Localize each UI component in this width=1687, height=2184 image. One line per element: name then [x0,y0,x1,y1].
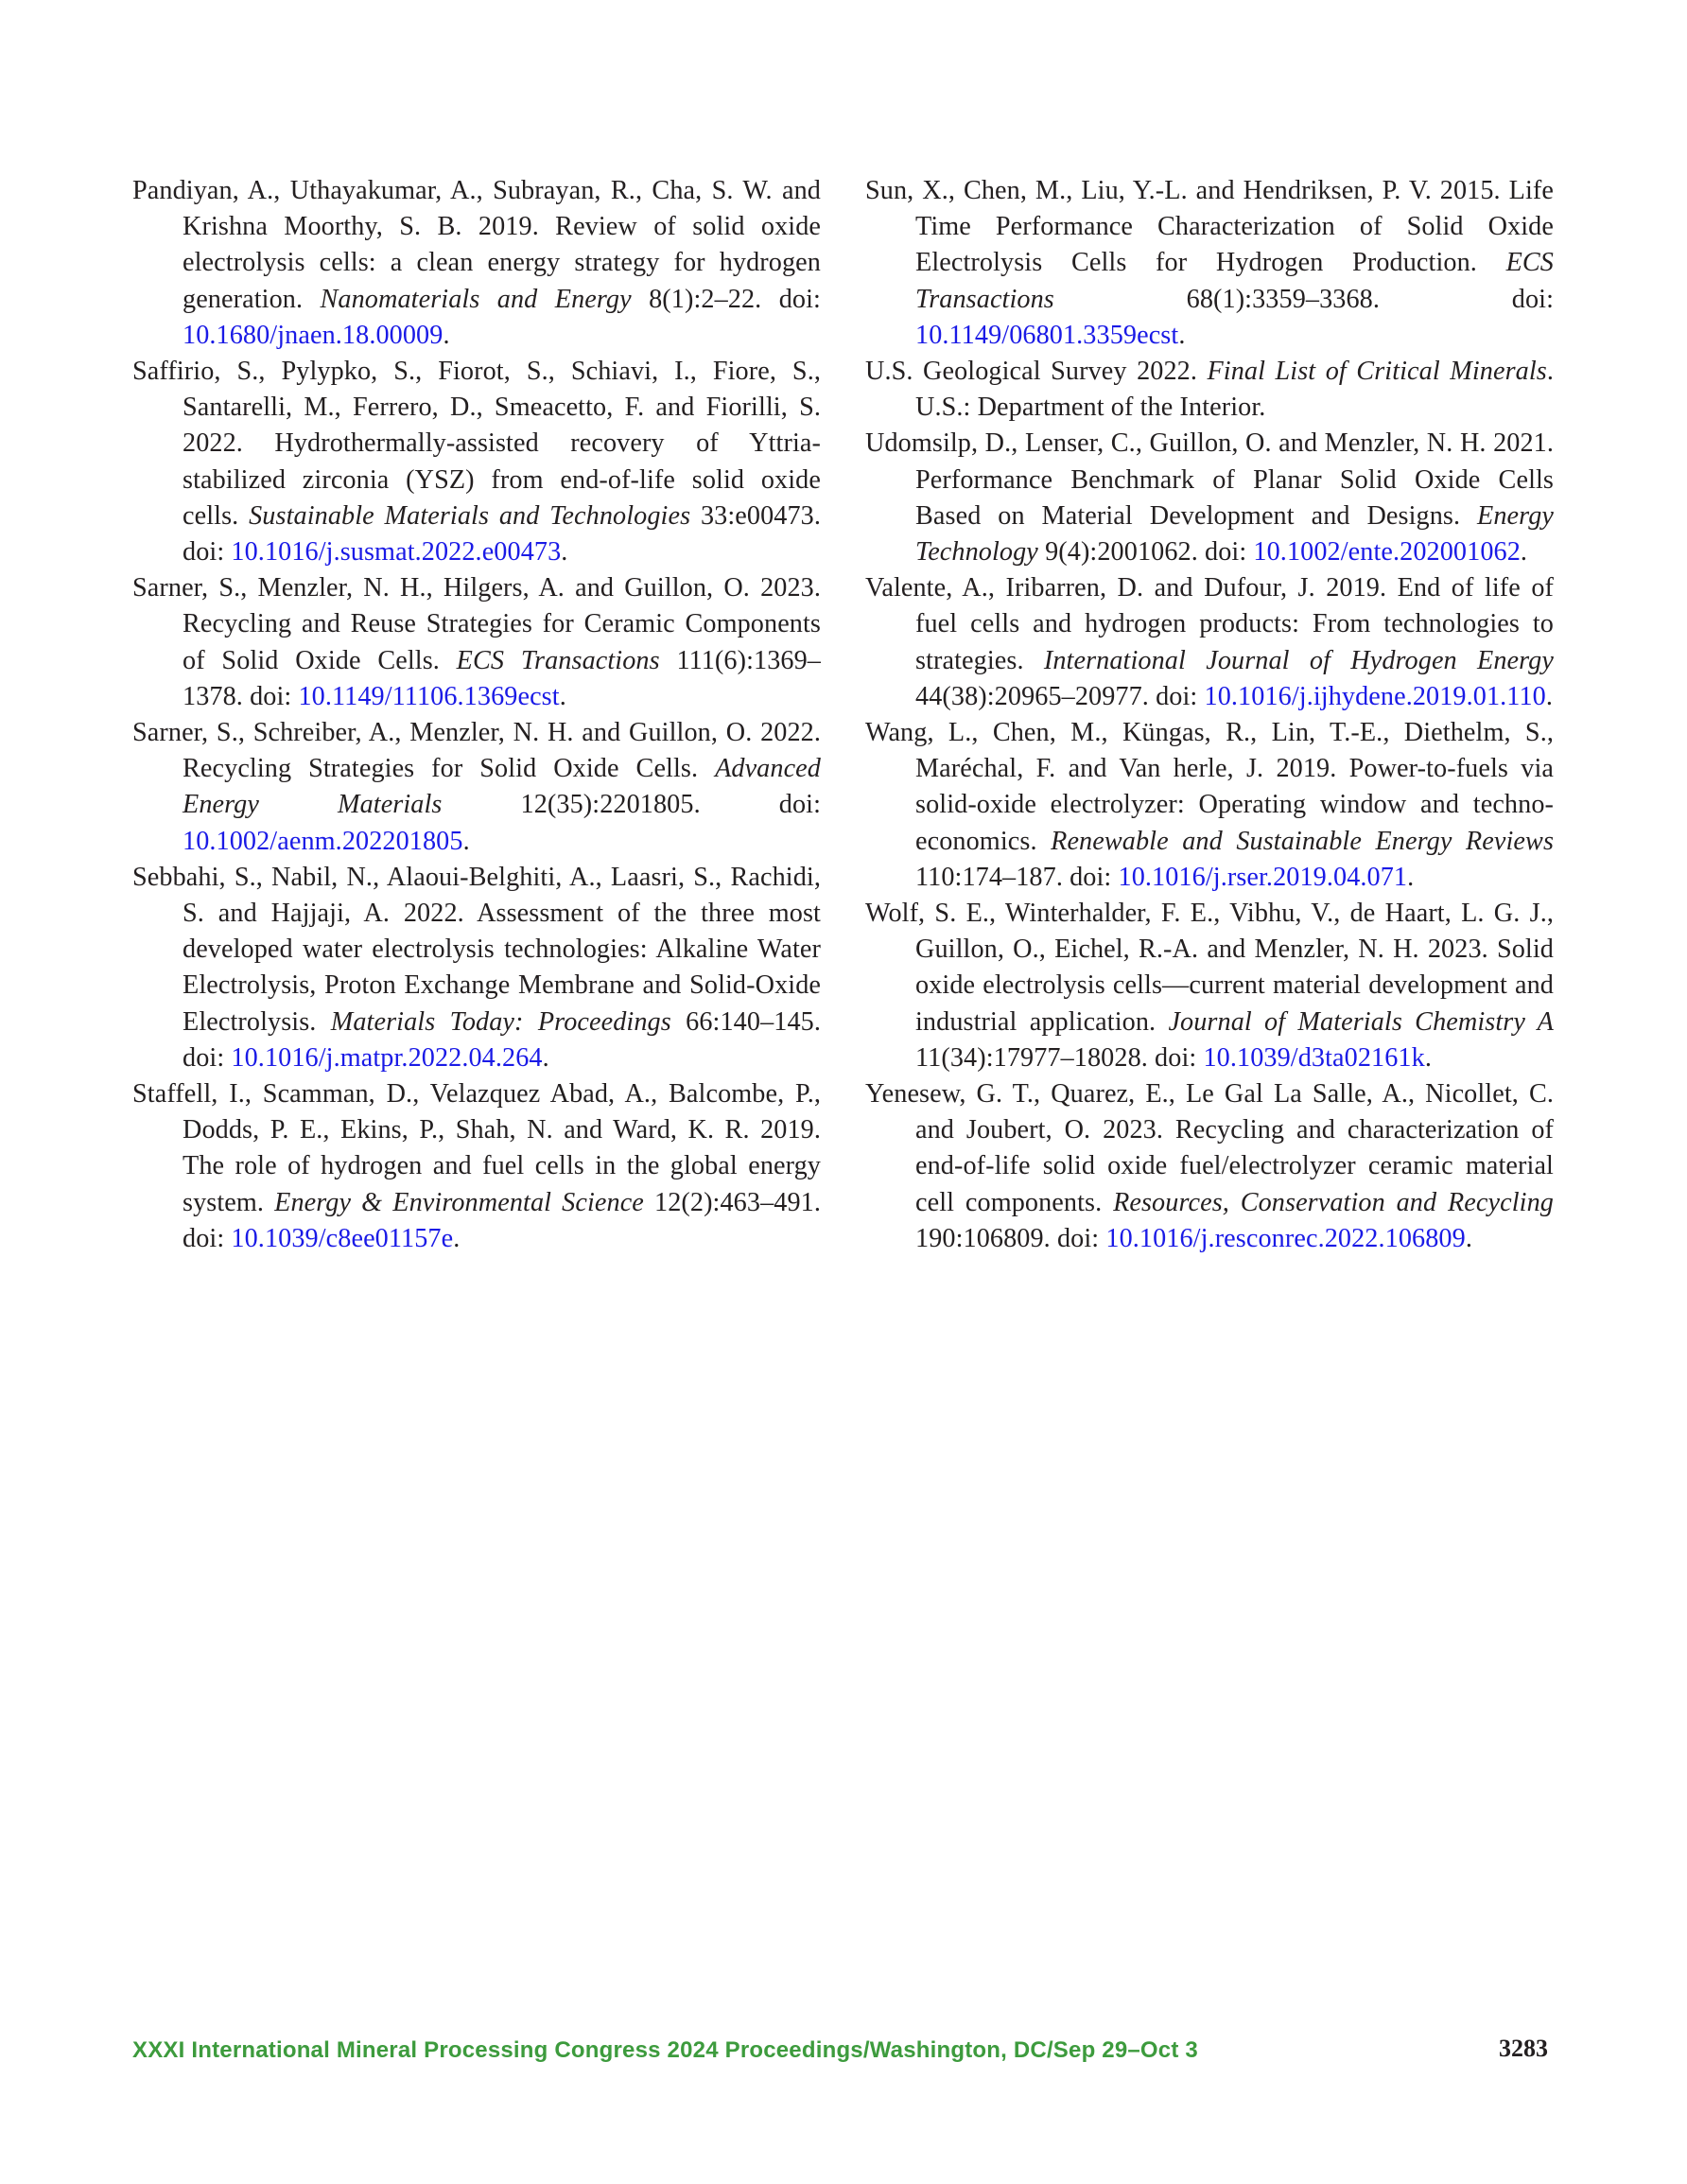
reference-entry [132,1076,821,1257]
reference-end-punctuation: . [561,537,568,568]
reference-volume-pages: 33:e00473. doi: [183,500,821,568]
reference-authors-title: Sebbahi, S., Nabil, N., Alaoui-Belghiti, A., Laasri, S., Rachidi, S. and Hajjaji, A. 2022. Assessment of the three most developed water electrolysis technologies: Alkaline Water Electrolysis, Proton Exchange Membrane and Solid-Oxide Electrolysis. [132,862,821,1037]
reference-volume-pages: 68(1):3359–3368. doi: [1053,284,1554,314]
reference-end-punctuation: . [559,681,566,711]
doi-link[interactable]: 10.1002/ente.202001062 [1253,537,1521,568]
doi-link[interactable]: 10.1016/j.susmat.2022.e00473 [231,537,562,568]
doi-link[interactable]: 10.1002/aenm.202201805 [183,826,463,856]
reference-volume-pages: 9(4):2001062. doi: [1037,537,1254,568]
reference-journal: Nanomaterials and Energy [320,284,632,314]
reference-authors-title: Yenesew, G. T., Quarez, E., Le Gal La Salle, A., Nicollet, C. and Joubert, O. 2023. Recycling and characterization of end-of-life solid oxide fuel/electrolyzer ceramic material cell components. [865,1079,1554,1217]
page-number: 3283 [1499,2035,1548,2062]
reference-journal: Sustainable Materials and Technologies [249,500,691,531]
reference-end-punctuation: . [1465,1223,1472,1253]
reference-end-punctuation: . [542,1042,549,1073]
reference-volume-pages: . U.S.: Department of the Interior. [915,357,1555,423]
reference-entry [865,426,1554,570]
reference-end-punctuation: . [443,320,450,350]
reference-entry [132,354,821,570]
reference-end-punctuation: . [453,1223,461,1253]
doi-link[interactable]: 10.1680/jnaen.18.00009 [183,320,443,350]
reference-authors-title: U.S. Geological Survey 2022. [865,357,1208,387]
doi-link[interactable]: 10.1016/j.matpr.2022.04.264 [231,1042,543,1073]
reference-volume-pages: 66:140–145. doi: [183,1006,821,1073]
reference-entry [132,860,821,1076]
reference-journal: International Journal of Hydrogen Energy [1043,645,1554,675]
reference-volume-pages: 110:174–187. doi: [915,862,1119,892]
reference-volume-pages: 8(1):2–22. doi: [631,284,821,314]
reference-journal: Renewable and Sustainable Energy Reviews [1051,826,1555,856]
references-column-right [865,173,1554,1257]
reference-journal: Energy & Environmental Science [274,1187,644,1217]
reference-volume-pages: 44(38):20965–20977. doi: [915,681,1205,711]
reference-journal: Journal of Materials Chemistry A [1168,1006,1554,1037]
reference-journal: Advanced Energy Materials [183,754,821,820]
reference-authors-title: Sarner, S., Schreiber, A., Menzler, N. H. and Guillon, O. 2022. Recycling Strategies for Solid Oxide Cells. [132,718,821,784]
doi-link[interactable]: 10.1016/j.rser.2019.04.071 [1118,862,1408,892]
reference-entry [132,715,821,860]
reference-authors-title: Valente, A., Iribarren, D. and Dufour, J. 2019. End of life of fuel cells and hydrogen products: From technologies to strategies. [865,573,1554,675]
reference-journal: ECS Transactions [915,248,1554,314]
reference-authors-title: Staffell, I., Scamman, D., Velazquez Abad, A., Balcombe, P., Dodds, P. E., Ekins, P., Shah, N. and Ward, K. R. 2019. The role of hydrogen and fuel cells in the global energy system. [132,1079,821,1217]
proceedings-footer: XXXI International Mineral Processing Congress 2024 Proceedings/Washington, DC/Sep 29–Oct 3 [132,2037,1198,2063]
reference-authors-title: Sun, X., Chen, M., Liu, Y.-L. and Hendriksen, P. V. 2015. Life Time Performance Characterization of Solid Oxide Electrolysis Cells for Hydrogen Production. [865,176,1554,278]
reference-journal: ECS Transactions [456,645,660,675]
reference-volume-pages: 11(34):17977–18028. doi: [915,1042,1204,1073]
reference-volume-pages: 12(2):463–491. doi: [183,1187,821,1253]
reference-entry [865,570,1554,715]
reference-journal: Materials Today: Proceedings [330,1006,671,1037]
reference-authors-title: Saffirio, S., Pylypko, S., Fiorot, S., Schiavi, I., Fiore, S., Santarelli, M., Ferrero, D., Smeacetto, F. and Fiorilli, S. 2022. Hydrothermally-assisted recovery of Yttria-stabilized zirconia (YSZ) from end-of-life solid oxide cells. [132,357,821,531]
reference-entry [865,1076,1554,1257]
reference-journal: Final List of Critical Minerals [1207,357,1547,387]
doi-link[interactable]: 10.1039/c8ee01157e [231,1223,454,1253]
reference-end-punctuation: . [1520,537,1528,568]
reference-entry [865,354,1554,426]
reference-volume-pages: 190:106809. doi: [915,1223,1106,1253]
reference-end-punctuation: . [1424,1042,1432,1073]
doi-link[interactable]: 10.1149/06801.3359ecst [915,320,1179,350]
doi-link[interactable]: 10.1016/j.ijhydene.2019.01.110 [1204,681,1546,711]
reference-authors-title: Udomsilp, D., Lenser, C., Guillon, O. and Menzler, N. H. 2021. Performance Benchmark of Planar Solid Oxide Cells Based on Material Development and Designs. [865,428,1554,531]
reference-end-punctuation: . [1407,862,1415,892]
reference-authors-title: Sarner, S., Menzler, N. H., Hilgers, A. and Guillon, O. 2023. Recycling and Reuse Strategies for Ceramic Components of Solid Oxide Cells. [132,573,821,675]
doi-link[interactable]: 10.1149/11106.1369ecst [298,681,560,711]
reference-authors-title: Wang, L., Chen, M., Küngas, R., Lin, T.-E., Diethelm, S., Maréchal, F. and Van herle, J. 2019. Power-to-fuels via solid-oxide electrolyzer: Operating window and techno-economics. [865,718,1554,856]
reference-volume-pages: 12(35):2201805. doi: [442,790,821,820]
reference-end-punctuation: . [1178,320,1186,350]
reference-end-punctuation: . [462,826,470,856]
reference-end-punctuation: . [1545,681,1553,711]
reference-authors-title: Wolf, S. E., Winterhalder, F. E., Vibhu, V., de Haart, L. G. J., Guillon, O., Eichel, R.-A. and Menzler, N. H. 2023. Solid oxide electrolysis cells—current material development and industrial application. [865,899,1554,1037]
reference-entry [865,173,1554,354]
reference-journal: Resources, Conservation and Recycling [1113,1187,1554,1217]
references-column-left [132,173,821,1257]
doi-link[interactable]: 10.1039/d3ta02161k [1203,1042,1425,1073]
doi-link[interactable]: 10.1016/j.resconrec.2022.106809 [1105,1223,1466,1253]
reference-journal: Energy Technology [915,500,1554,568]
reference-volume-pages: 111(6):1369–1378. doi: [183,645,822,711]
reference-entry [865,896,1554,1076]
reference-entry [865,715,1554,896]
reference-entry [132,173,821,354]
reference-authors-title: Pandiyan, A., Uthayakumar, A., Subrayan, R., Cha, S. W. and Krishna Moorthy, S. B. 2019. Review of solid oxide electrolysis cells: a clean energy strategy for hydrogen generation. [132,176,821,314]
reference-entry [132,570,821,715]
